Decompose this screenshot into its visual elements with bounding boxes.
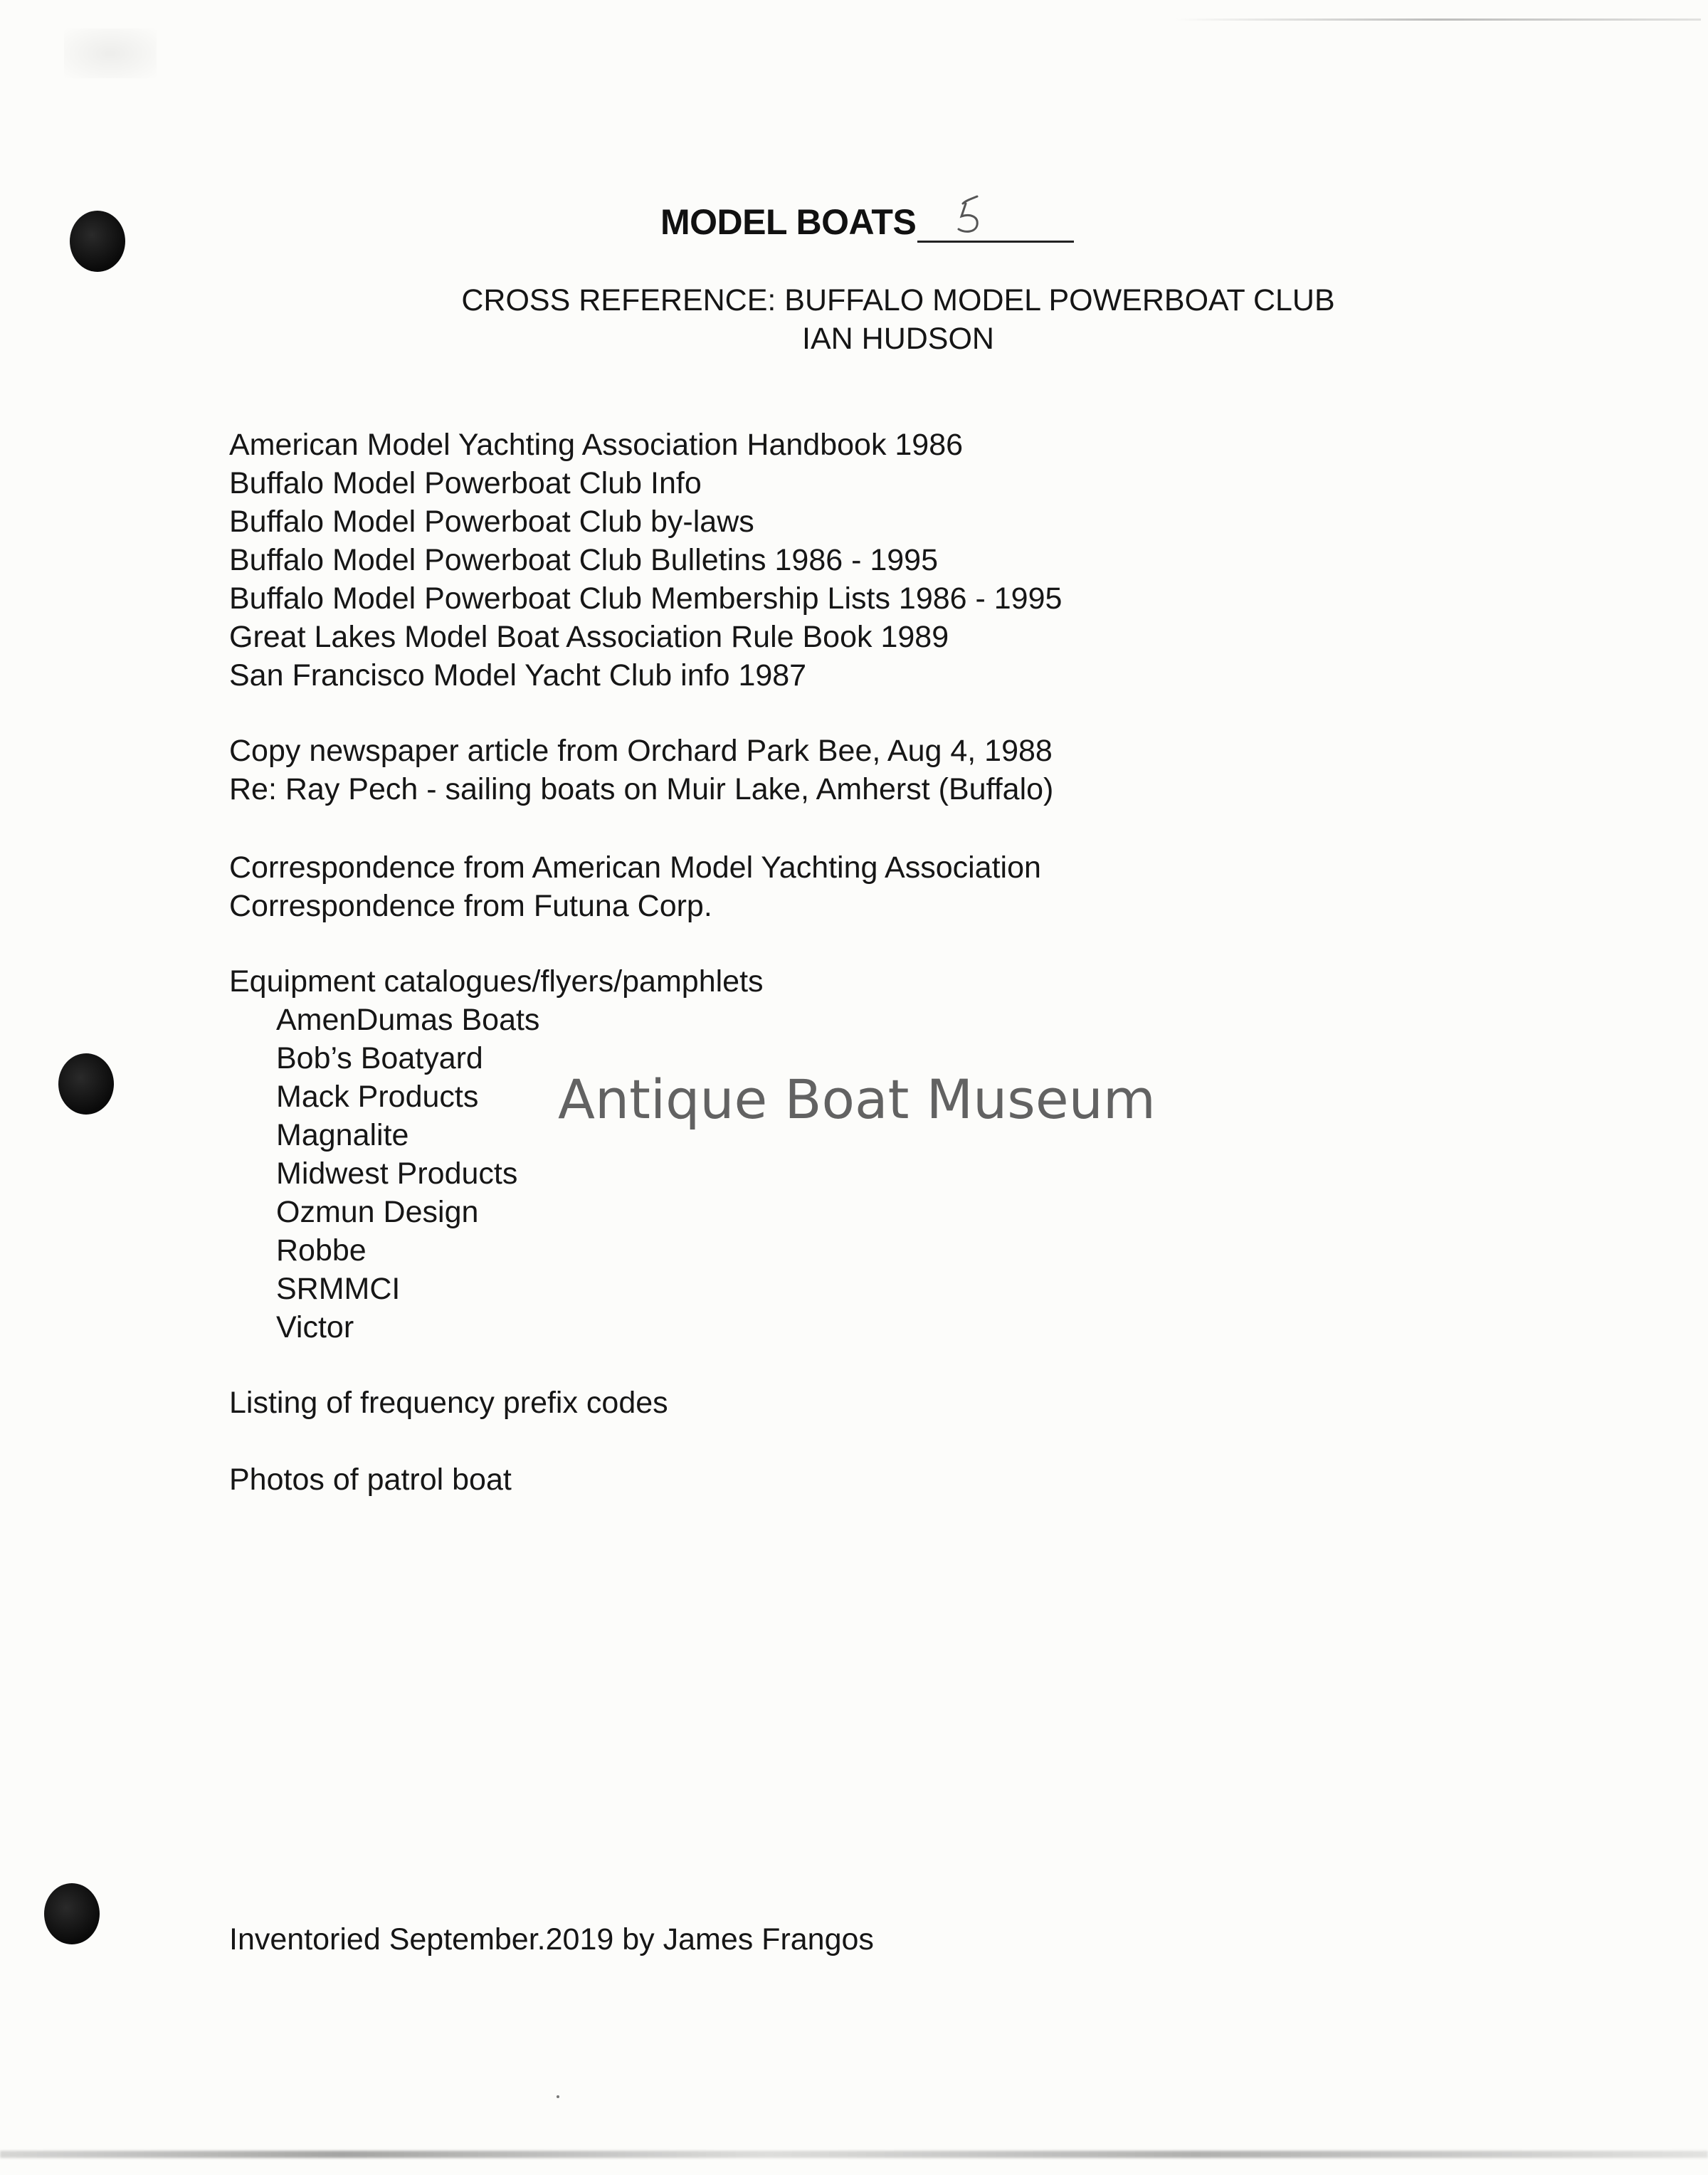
reference-list [229,426,1062,695]
cross-reference-line: CROSS REFERENCE: BUFFALO MODEL POWERBOAT CLUB [461,283,1335,317]
reference-item: Great Lakes Model Boat Association Rule Book 1989 [229,620,949,654]
scan-edge-top [1174,19,1701,21]
equipment-item: Mack Products [276,1080,479,1114]
scan-edge-bottom [0,2151,1708,2158]
equipment-item: Robbe [276,1233,367,1268]
corner-smudge [64,28,157,78]
museum-watermark: Antique Boat Museum [558,1068,1156,1131]
listing-line: Listing of frequency prefix codes [229,1386,668,1420]
equipment-heading: Equipment catalogues/flyers/pamphlets [229,964,764,999]
equipment-item: Ozmun Design [276,1195,479,1229]
punch-hole-middle [58,1053,114,1115]
equipment-item: Magnalite [276,1118,409,1152]
equipment-item: SRMMCI [276,1272,401,1306]
author-line: IAN HUDSON [802,322,994,356]
reference-item: Buffalo Model Powerboat Club by-laws [229,505,754,539]
equipment-block [229,962,764,1347]
reference-item: Buffalo Model Powerboat Club Bulletins 1986 - 1995 [229,543,939,577]
reference-item: Buffalo Model Powerboat Club Membership Lists 1986 - 1995 [229,581,1063,616]
article-block [229,732,1053,809]
equipment-item: AmenDumas Boats [276,1003,540,1037]
scan-speck [557,2095,559,2098]
equipment-item: Bob’s Boatyard [276,1041,483,1075]
article-line: Re: Ray Pech - sailing boats on Muir Lake, Amherst (Buffalo) [229,772,1054,806]
document-title: MODEL BOATS [660,202,917,242]
title-number-blank [917,198,1074,243]
reference-item: American Model Yachting Association Handbook 1986 [229,428,964,462]
article-line: Copy newspaper article from Orchard Park Bee, Aug 4, 1988 [229,734,1053,768]
equipment-item: Victor [276,1310,354,1344]
punch-hole-top [70,211,125,272]
reference-item: Buffalo Model Powerboat Club Info [229,466,702,500]
correspondence-block [229,848,1041,925]
inventory-line: Inventoried September.2019 by James Frangos [229,1922,874,1957]
reference-item: San Francisco Model Yacht Club info 1987 [229,658,807,692]
correspondence-line: Correspondence from Futuna Corp. [229,889,712,923]
photos-line: Photos of patrol boat [229,1463,512,1497]
punch-hole-bottom [44,1883,100,1944]
equipment-item: Midwest Products [276,1157,518,1191]
title-row [660,198,1074,243]
correspondence-line: Correspondence from American Model Yachting Association [229,850,1041,885]
handwritten-number [946,189,1003,239]
